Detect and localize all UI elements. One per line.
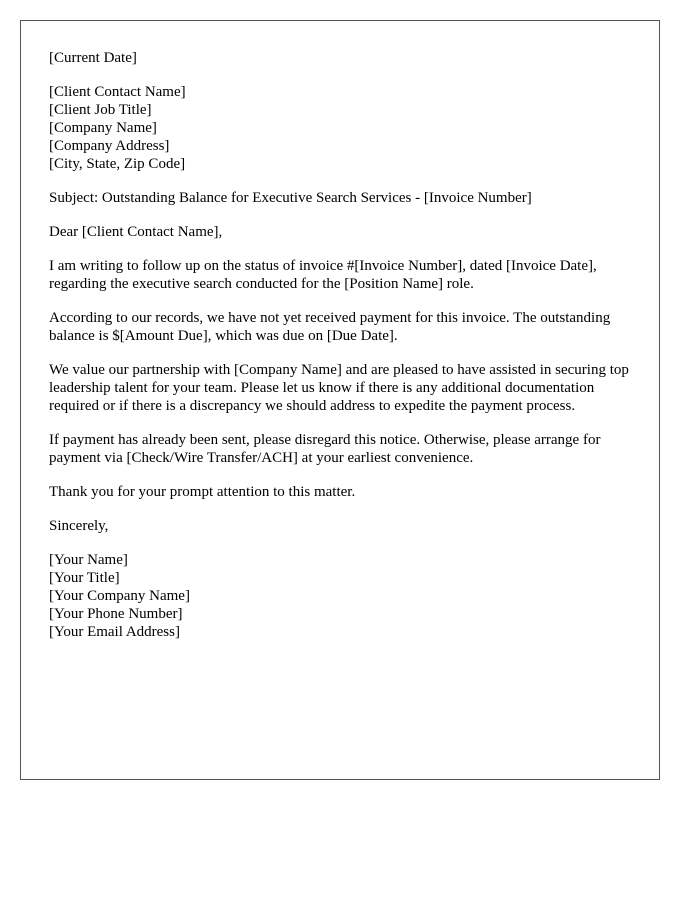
- letter-body: [49, 49, 629, 657]
- body-paragraph-5: Thank you for your prompt attention to this matter.: [49, 484, 356, 500]
- recipient-name: [Client Contact Name]: [49, 84, 186, 100]
- signature-name: [Your Name]: [49, 552, 128, 568]
- body-paragraph-2: According to our records, we have not yet received payment for this invoice. The outstanding balance is $[Amount Due], which was due on [Due Date].: [49, 310, 611, 344]
- recipient-city: [City, State, Zip Code]: [49, 156, 186, 172]
- signature-email: [Your Email Address]: [49, 624, 180, 640]
- signature-title: [Your Title]: [49, 570, 120, 586]
- body-paragraph-1: I am writing to follow up on the status of invoice #[Invoice Number], dated [Invoice Date], regarding the executive search conducted for the [Position Name] role.: [49, 258, 597, 292]
- signature-block: [49, 551, 629, 641]
- body-paragraph-4: If payment has already been sent, please disregard this notice. Otherwise, please arrange for payment via [Check/Wire Transfer/ACH] at your earliest convenience.: [49, 432, 601, 466]
- recipient-title: [Client Job Title]: [49, 102, 152, 118]
- recipient-block: [49, 83, 629, 173]
- letter-closing: Sincerely,: [49, 518, 109, 534]
- letter-salutation: Dear [Client Contact Name],: [49, 224, 223, 240]
- signature-phone: [Your Phone Number]: [49, 606, 183, 622]
- letter-subject: Subject: Outstanding Balance for Executive Search Services - [Invoice Number]: [49, 190, 532, 206]
- letter-page: [20, 20, 660, 780]
- letter-date: [Current Date]: [49, 50, 137, 66]
- recipient-company: [Company Name]: [49, 120, 157, 136]
- body-paragraph-3: We value our partnership with [Company Name] and are pleased to have assisted in securing top leadership talent for your team. Please let us know if there is any additional documentation required or if there is a discrepancy we should address to expedite the payment process.: [49, 362, 629, 414]
- recipient-address: [Company Address]: [49, 138, 170, 154]
- signature-company: [Your Company Name]: [49, 588, 190, 604]
